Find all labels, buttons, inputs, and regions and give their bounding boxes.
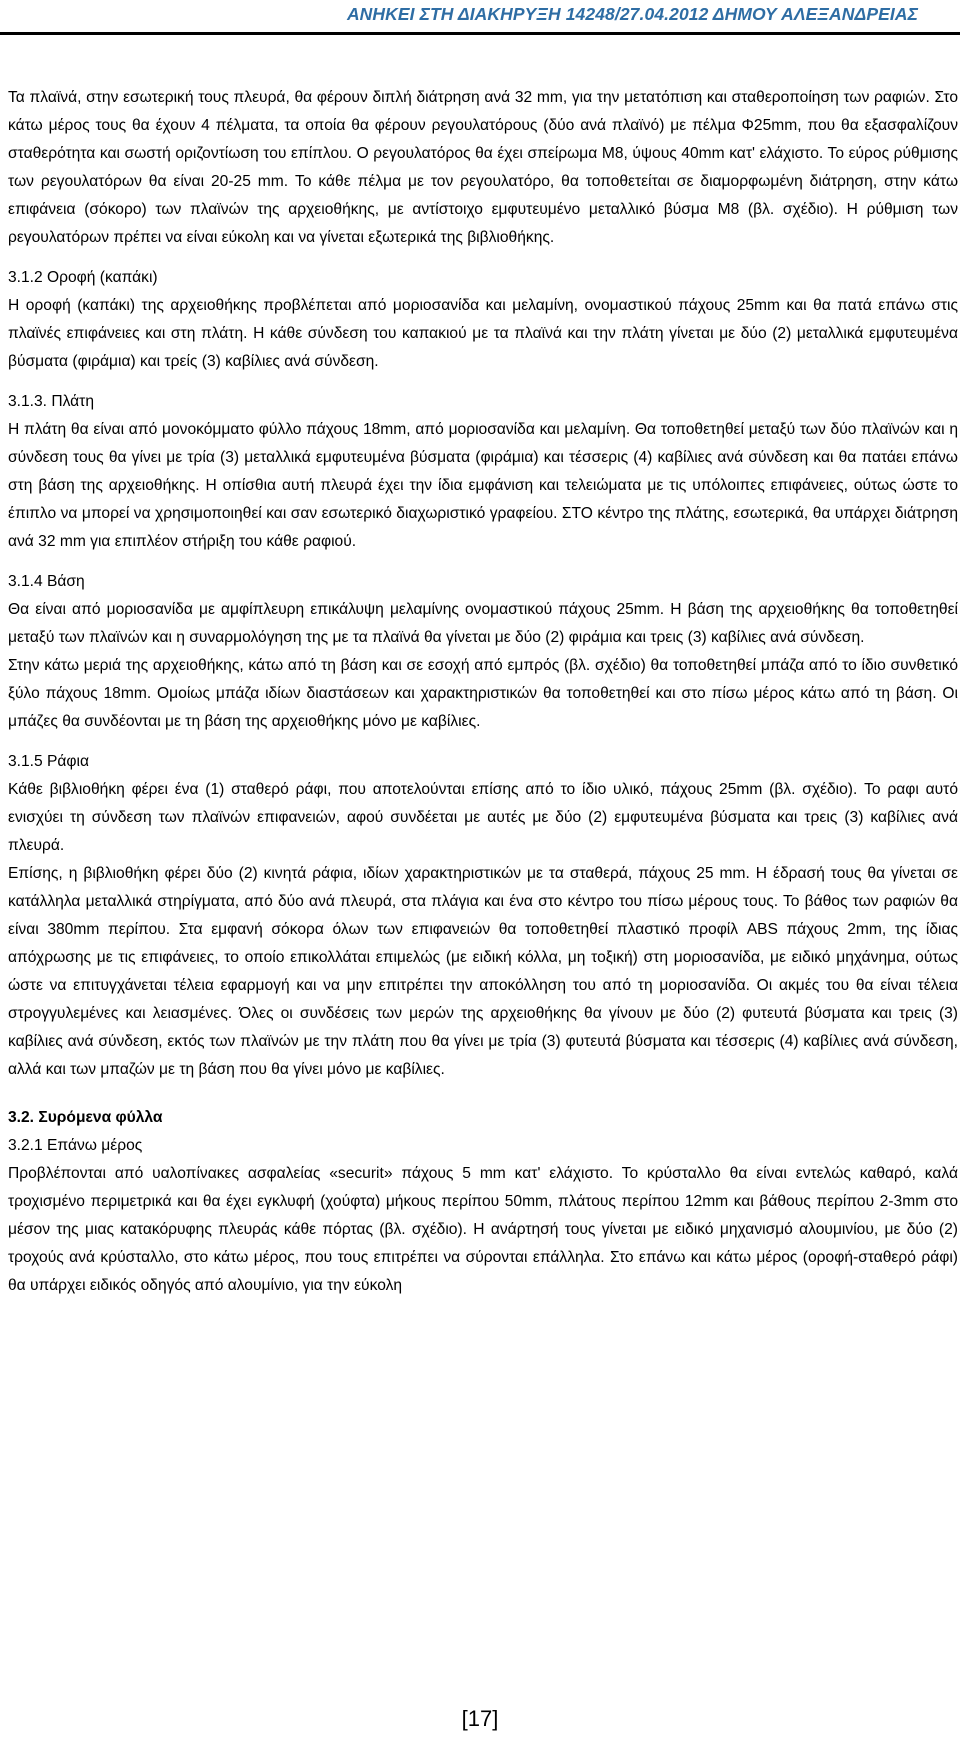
document-body: [8, 84, 958, 1300]
heading-3-1-5: 3.1.5 Ράφια: [8, 753, 90, 770]
header-rule: [0, 32, 960, 35]
heading-3-2: 3.2. Συρόμενα φύλλα: [8, 1109, 163, 1126]
page-header: [0, 0, 960, 34]
paragraph-base-2: Στην κάτω μεριά της αρχειοθήκης, κάτω από τη βάση και σε εσοχή από εμπρός (βλ. σχέδιο) θα τοποθετηθεί μπάζα από το ίδιο συνθετικό ξύλο πάχους 18mm. Ομοίως μπάζα ιδίων διαστάσεων και χαρακτηριστικών θα τοποθετηθεί και στο πίσω μέρος κάτω από τη βάση. Οι μπάζες θα συνδέονται με τη βάση της αρχειοθήκης μόνο με καβίλιες.: [8, 657, 958, 730]
heading-3-1-2: 3.1.2 Οροφή (καπάκι): [8, 269, 158, 286]
paragraph-glass-doors: Προβλέπονται από υαλοπίνακες ασφαλείας «securit» πάχους 5 mm κατ' ελάχιστο. Το κρύσταλλο θα είναι εντελώς καθαρό, καλά τροχισμένο περιμετρικά και θα έχει εγκλυφή (χούφτα) μήκους περίπου 50mm, πλάτους περίπου 12mm και βάθους περίπου 2-3mm στο μέσον της μιας κατακόρυφης πλευράς κάθε πόρτας (βλ. σχέδιο). Η ανάρτησή τους γίνεται με ειδικό μηχανισμό αλουμινίου, με δύο (2) τροχούς ανά κρύσταλλο, στο κάτω μέρος, που τους επιτρέπει να σύρονται επάλληλα. Στο επάνω και κάτω μέρος (οροφή-σταθερό ράφι) θα υπάρχει ειδικός οδηγός από αλουμίνιο, για την εύκολη: [8, 1165, 958, 1294]
header-title: ΑΝΗΚΕΙ ΣΤΗ ΔΙΑΚΗΡΥΞΗ 14248/27.04.2012 ΔΗΜΟΥ ΑΛΕΞΑΝΔΡΕΙΑΣ: [346, 4, 918, 24]
paragraph-shelves-2: Επίσης, η βιβλιοθήκη φέρει δύο (2) κινητά ράφια, ιδίων χαρακτηριστικών με τα σταθερά, πάχους 25 mm. Η έδρασή τους θα γίνεται σε κατάλληλα μεταλλικά στηρίγματα, από δύο ανά πλευρά, στα πλάγια και ένα στο κέντρο του πίσω μέρους τους. Το βάθος των ραφιών θα είναι 380mm περίπου. Στα εμφανή σόκορα όλων των επιφανειών θα τοποθετηθεί πλαστικό προφίλ ABS πάχους 2mm, της ίδιας απόχρωσης με τις επιφάνειες, το οποίο επικολλάται επιμελώς (με ειδική κόλλα, μη τοξική) στη μοριοσανίδα, με ειδικό μηχάνημα, ούτως ώστε να επιτυγχάνεται τέλεια εφαρμογή και να μην επιτρέπει την αποκόλληση του από τη μοριοσανίδα. Οι ακμές του θα είναι τέλεια στρογγυλεμένες και λειασμένες. Όλες οι συνδέσεις των μερών της αρχειοθήκης θα γίνουν με δύο (2) φυτευτά βύσματα και τρεις (3) καβίλιες ανά σύνδεση, εκτός των πλαϊνών με την πλάτη που θα γίνει με τρία (3) φυτευτά βύσματα και τέσσερις (4) καβίλιες ανά σύνδεση, αλλά και των μπαζών με τη βάση που θα γίνει μόνο με καβίλιες.: [8, 865, 958, 1078]
paragraph-base-1: Θα είναι από μοριοσανίδα με αμφίπλευρη επικάλυψη μελαμίνης ονομαστικού πάχους 25mm. Η βάση της αρχειοθήκης θα τοποθετηθεί μεταξύ των πλαϊνών και η συναρμολόγηση της με τα πλαϊνά θα γίνεται με δύο (2) φιράμια και τρεις (3) καβίλιες ανά σύνδεση.: [8, 601, 958, 646]
page-number: [17]: [461, 1706, 499, 1731]
heading-3-1-4: 3.1.4 Βάση: [8, 573, 85, 590]
paragraph-side-panels: Τα πλαϊνά, στην εσωτερική τους πλευρά, θα φέρουν διπλή διάτρηση ανά 32 mm, για την μετατόπιση και σταθεροποίηση των ραφιών. Στο κάτω μέρος τους θα έχουν 4 πέλματα, τα οποία θα φέρουν ρεγουλατόρους (δύο ανά πλαϊνό) με πέλμα Φ25mm, που θα εξασφαλίζουν σταθερότητα και σωστή οριζοντίωση του επίπλου. Ο ρεγουλατόρος θα έχει σπείρωμα Μ8, ύψους 40mm κατ' ελάχιστο. Το εύρος ρύθμισης των ρεγουλατόρων θα είναι 20-25 mm. Το κάθε πέλμα με τον ρεγουλατόρο, θα τοποθετείται σε διαμορφωμένη διάτρηση, στην κάτω επιφάνεια (σόκορο) των πλαϊνών της αρχειοθήκης, με αντίστοιχο εμφυτευμένο μεταλλικό βύσμα Μ8 (βλ. σχέδιο). Η ρύθμιση των ρεγουλατόρων πρέπει να είναι εύκολη και να γίνεται εξωτερικά της βιβλιοθήκης.: [8, 89, 958, 246]
paragraph-shelves-1: Κάθε βιβλιοθήκη φέρει ένα (1) σταθερό ράφι, που αποτελούνται επίσης από το ίδιο υλικό, πάχους 25mm (βλ. σχέδιο). Το ραφι αυτό ενισχύει τη σύνδεση των πλαϊνών επιφανειών, αφού συνδέεται με αυτές με δύο (2) εμφυτευμένα βύσματα και τρεις (3) καβίλιες ανά πλευρά.: [8, 781, 958, 854]
paragraph-back: Η πλάτη θα είναι από μονοκόμματο φύλλο πάχους 18mm, από μοριοσανίδα και μελαμίνη. Θα τοποθετηθεί μεταξύ των δύο πλαϊνών και η σύνδεση τους θα γίνει με τρία (3) μεταλλικά εμφυτευμένα βύσματα (φιράμια) και τέσσερις (4) καβίλιες ανά σύνδεση και θα πατάει επάνω στη βάση της αρχειοθήκης. Η οπίσθια αυτή πλευρά έχει την ίδια εμφάνιση και τελειώματα με τις υπόλοιπες επιφάνειες, ούτως ώστε το έπιπλο να μπορεί να χρησιμοποιηθεί και σαν εσωτερικό διαχωριστικό γραφείου. ΣΤΟ κέντρο της πλάτης, εσωτερικά, θα υπάρχει διάτρηση ανά 32 mm για επιπλέον στήριξη του κάθε ραφιού.: [8, 421, 958, 550]
heading-3-1-3: 3.1.3. Πλάτη: [8, 393, 95, 410]
paragraph-roof: Η οροφή (καπάκι) της αρχειοθήκης προβλέπεται από μοριοσανίδα και μελαμίνη, ονομαστικού πάχους 25mm και θα πατά επάνω στις πλαϊνές επιφάνειες και στη πλάτη. Η κάθε σύνδεση του καπακιού με τα πλαϊνά και την πλάτη γίνεται με δύο (2) μεταλλικά εμφυτευμένα βύσματα (φιράμια) και τρείς (3) καβίλιες ανά σύνδεση.: [8, 297, 958, 370]
heading-3-2-1: 3.2.1 Επάνω μέρος: [8, 1137, 143, 1154]
